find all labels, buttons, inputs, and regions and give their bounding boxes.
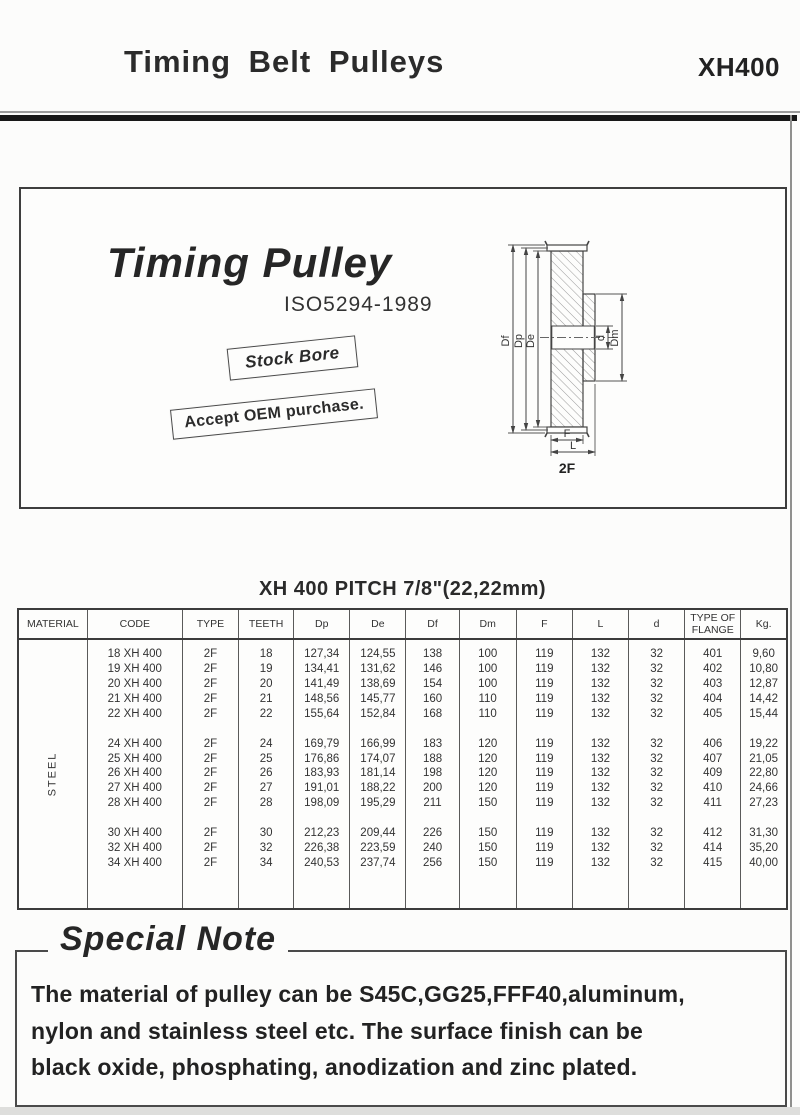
cell: 25 XH 400 (87, 751, 182, 766)
col-dm: Dm (459, 609, 516, 639)
cell (350, 721, 406, 736)
cell (741, 721, 787, 736)
cell: 119 (516, 691, 572, 706)
cell: 21,05 (741, 751, 787, 766)
table-row (18, 856, 787, 871)
cell: 132 (572, 796, 628, 811)
cell (239, 871, 294, 909)
cell: 409 (685, 766, 741, 781)
cell: 15,44 (741, 706, 787, 721)
intro-standard: ISO5294-1989 (284, 293, 433, 316)
cell: 146 (406, 661, 459, 676)
cell: 28 XH 400 (87, 796, 182, 811)
cell: 2F (182, 661, 238, 676)
table-row (18, 751, 787, 766)
flange-top (547, 245, 587, 251)
cell: 32 (629, 841, 685, 856)
cell: 32 (629, 781, 685, 796)
table-row (18, 796, 787, 811)
cell (741, 871, 787, 909)
cell (350, 871, 406, 909)
cell: 223,59 (350, 841, 406, 856)
cell: 119 (516, 706, 572, 721)
cell: 119 (516, 826, 572, 841)
cell: 110 (459, 706, 516, 721)
cell: 120 (459, 781, 516, 796)
page-title: Timing Belt Pulleys (124, 44, 445, 79)
cell: 18 (239, 646, 294, 661)
cell: 138 (406, 646, 459, 661)
pulley-diagram (490, 191, 650, 491)
note-line-1: The material of pulley can be S45C,GG25,FFF40,aluminum, (31, 981, 685, 1007)
cell (629, 639, 685, 646)
cell: 119 (516, 856, 572, 871)
table-row (18, 766, 787, 781)
cell (516, 811, 572, 826)
cell: 119 (516, 841, 572, 856)
cell: 132 (572, 736, 628, 751)
cell (182, 811, 238, 826)
special-note-box (15, 950, 787, 1107)
oem-badge: Accept OEM purchase. (170, 388, 378, 439)
cell: 10,80 (741, 661, 787, 676)
dim-label-dm: Dm (609, 329, 621, 347)
cell (87, 871, 182, 909)
cell (182, 721, 238, 736)
col-dp: Dp (294, 609, 350, 639)
cell (406, 721, 459, 736)
col-f: F (516, 609, 572, 639)
table-header-row (18, 609, 787, 639)
col-flange: TYPE OF FLANGE (685, 609, 741, 639)
page-edge-bottom (0, 1107, 800, 1115)
cell (572, 721, 628, 736)
table-row (18, 661, 787, 676)
cell: 191,01 (294, 781, 350, 796)
cell: 405 (685, 706, 741, 721)
cell: 168 (406, 706, 459, 721)
cell: 132 (572, 826, 628, 841)
spacer-row (18, 811, 787, 826)
cell: 31,30 (741, 826, 787, 841)
cell (459, 871, 516, 909)
cell (350, 811, 406, 826)
intro-title: Timing Pulley (107, 239, 393, 286)
cell (516, 639, 572, 646)
cell: 256 (406, 856, 459, 871)
cell: 209,44 (350, 826, 406, 841)
cell: 2F (182, 826, 238, 841)
cell: 412 (685, 826, 741, 841)
cell: 414 (685, 841, 741, 856)
stock-bore-badge: Stock Bore (227, 335, 358, 380)
cell: 188,22 (350, 781, 406, 796)
cell: 119 (516, 751, 572, 766)
note-line-3: black oxide, phosphating, anodization and zinc plated. (31, 1054, 638, 1080)
cell: 27 (239, 781, 294, 796)
cell (239, 721, 294, 736)
cell: 14,42 (741, 691, 787, 706)
cell: 150 (459, 856, 516, 871)
cell: 25 (239, 751, 294, 766)
cell: 141,49 (294, 676, 350, 691)
cell: 138,69 (350, 676, 406, 691)
cell (239, 811, 294, 826)
cell: 110 (459, 691, 516, 706)
cell (741, 811, 787, 826)
table-row (18, 736, 787, 751)
spec-table (17, 608, 788, 910)
cell: 132 (572, 781, 628, 796)
cell (459, 811, 516, 826)
cell: 100 (459, 676, 516, 691)
cell: 132 (572, 646, 628, 661)
special-note-text (31, 976, 771, 1086)
filler-row (18, 871, 787, 909)
table-title: XH 400 PITCH 7/8"(22,22mm) (258, 578, 547, 600)
cell: 32 (629, 751, 685, 766)
col-material: MATERIAL (18, 609, 87, 639)
col-d: d (629, 609, 685, 639)
cell: 240,53 (294, 856, 350, 871)
col-de: De (350, 609, 406, 639)
cell: 20 XH 400 (87, 676, 182, 691)
cell: 119 (516, 796, 572, 811)
header-rule-thick (0, 115, 797, 121)
cell: 132 (572, 766, 628, 781)
cell: 166,99 (350, 736, 406, 751)
cell: 12,87 (741, 676, 787, 691)
cell (629, 811, 685, 826)
cell: 2F (182, 691, 238, 706)
cell: 35,20 (741, 841, 787, 856)
cell: 2F (182, 751, 238, 766)
cell (459, 639, 516, 646)
table-row (18, 781, 787, 796)
cell: 34 XH 400 (87, 856, 182, 871)
cell: 120 (459, 736, 516, 751)
cell: 100 (459, 646, 516, 661)
cell (294, 721, 350, 736)
cell: 226 (406, 826, 459, 841)
cell: 411 (685, 796, 741, 811)
cell (459, 721, 516, 736)
cell: 169,79 (294, 736, 350, 751)
cell: 237,74 (350, 856, 406, 871)
table-row (18, 826, 787, 841)
cell: 155,64 (294, 706, 350, 721)
dim-label-f: F (563, 428, 571, 440)
cell (629, 721, 685, 736)
cell: 100 (459, 661, 516, 676)
cell: 132 (572, 691, 628, 706)
cell: 132 (572, 751, 628, 766)
table-row (18, 676, 787, 691)
table-row (18, 706, 787, 721)
cell: 415 (685, 856, 741, 871)
cell (294, 871, 350, 909)
table-body (18, 639, 787, 909)
table-row (18, 691, 787, 706)
cell: 20 (239, 676, 294, 691)
cell: 22,80 (741, 766, 787, 781)
dim-label-d: d (595, 334, 607, 342)
cell: 160 (406, 691, 459, 706)
header-rule-thin (0, 111, 800, 113)
cell (685, 639, 741, 646)
cell: 403 (685, 676, 741, 691)
cell: 21 XH 400 (87, 691, 182, 706)
cell: 30 (239, 826, 294, 841)
cell (516, 721, 572, 736)
cell: 21 (239, 691, 294, 706)
col-df: Df (406, 609, 459, 639)
cell: 402 (685, 661, 741, 676)
intro-box (19, 187, 787, 509)
cell: 32 (629, 766, 685, 781)
cell (294, 639, 350, 646)
cell: 32 (629, 676, 685, 691)
cell: 131,62 (350, 661, 406, 676)
cell: 406 (685, 736, 741, 751)
cell: 19 XH 400 (87, 661, 182, 676)
cell: 40,00 (741, 856, 787, 871)
table-row (18, 646, 787, 661)
cell (87, 639, 182, 646)
table-row (18, 841, 787, 856)
cell: 24 (239, 736, 294, 751)
cell: 183,93 (294, 766, 350, 781)
cell: 34 (239, 856, 294, 871)
dim-label-dp: Dp (513, 333, 525, 349)
cell: 2F (182, 841, 238, 856)
cell: 27 XH 400 (87, 781, 182, 796)
page-edge-right (790, 115, 792, 1115)
cell (182, 639, 238, 646)
diagram-caption: 2F (558, 460, 576, 476)
cell: 404 (685, 691, 741, 706)
cell: 2F (182, 676, 238, 691)
cell (406, 871, 459, 909)
cell: 18 XH 400 (87, 646, 182, 661)
cell: 22 (239, 706, 294, 721)
cell: 174,07 (350, 751, 406, 766)
cell: 152,84 (350, 706, 406, 721)
model-code: XH400 (698, 52, 780, 82)
cell: 32 (629, 796, 685, 811)
cell: 120 (459, 751, 516, 766)
cell (406, 639, 459, 646)
cell: 24 XH 400 (87, 736, 182, 751)
cell: 32 (629, 691, 685, 706)
cell: 32 (629, 736, 685, 751)
cell: 154 (406, 676, 459, 691)
col-teeth: TEETH (239, 609, 294, 639)
cell: 132 (572, 676, 628, 691)
cell (572, 639, 628, 646)
cell: 148,56 (294, 691, 350, 706)
cell: 22 XH 400 (87, 706, 182, 721)
cell: 28 (239, 796, 294, 811)
cell: 226,38 (294, 841, 350, 856)
cell: 120 (459, 766, 516, 781)
cell: 132 (572, 856, 628, 871)
cell: 198,09 (294, 796, 350, 811)
cell: 132 (572, 706, 628, 721)
cell (516, 871, 572, 909)
cell: 119 (516, 781, 572, 796)
cell: 132 (572, 841, 628, 856)
cell: 150 (459, 826, 516, 841)
cell: 410 (685, 781, 741, 796)
cell (87, 811, 182, 826)
cell: 198 (406, 766, 459, 781)
dim-label-l: L (569, 440, 577, 452)
cell: 211 (406, 796, 459, 811)
cell: 32 (629, 826, 685, 841)
cell (182, 871, 238, 909)
cell: 2F (182, 706, 238, 721)
note-line-2: nylon and stainless steel etc. The surface finish can be (31, 1017, 643, 1044)
cell: 119 (516, 646, 572, 661)
cell: 150 (459, 841, 516, 856)
cell: 2F (182, 736, 238, 751)
cell: 32 (629, 856, 685, 871)
cell: 24,66 (741, 781, 787, 796)
cell: 119 (516, 661, 572, 676)
cell (239, 639, 294, 646)
cell (350, 639, 406, 646)
cell: 181,14 (350, 766, 406, 781)
col-type: TYPE (182, 609, 238, 639)
cell: 124,55 (350, 646, 406, 661)
cell (294, 811, 350, 826)
cell: 27,23 (741, 796, 787, 811)
cell: 2F (182, 781, 238, 796)
cell: 119 (516, 766, 572, 781)
cell: 200 (406, 781, 459, 796)
cell (629, 871, 685, 909)
material-cell (18, 639, 87, 909)
cell: 195,29 (350, 796, 406, 811)
cell: 26 XH 400 (87, 766, 182, 781)
cell: 19,22 (741, 736, 787, 751)
dim-label-df: Df (500, 335, 512, 347)
cell: 134,41 (294, 661, 350, 676)
cell: 150 (459, 796, 516, 811)
cell (685, 721, 741, 736)
cell: 32 XH 400 (87, 841, 182, 856)
cell: 132 (572, 661, 628, 676)
cell: 119 (516, 736, 572, 751)
cell: 127,34 (294, 646, 350, 661)
dim-label-de: De (525, 333, 537, 349)
cell (572, 811, 628, 826)
cell: 176,86 (294, 751, 350, 766)
cell (741, 639, 787, 646)
cell: 2F (182, 646, 238, 661)
cell: 32 (629, 706, 685, 721)
cell: 32 (239, 841, 294, 856)
cell (406, 811, 459, 826)
cell: 32 (629, 661, 685, 676)
cell: 32 (629, 646, 685, 661)
pad-row (18, 639, 787, 646)
cell: 19 (239, 661, 294, 676)
material-label: STEEL (46, 751, 59, 797)
col-code: CODE (87, 609, 182, 639)
cell: 2F (182, 796, 238, 811)
cell: 30 XH 400 (87, 826, 182, 841)
col-l: L (572, 609, 628, 639)
cell: 119 (516, 676, 572, 691)
spacer-row (18, 721, 787, 736)
special-note-title: Special Note (48, 920, 288, 959)
col-kg: Kg. (741, 609, 787, 639)
cell: 407 (685, 751, 741, 766)
cell (87, 721, 182, 736)
cell: 212,23 (294, 826, 350, 841)
cell: 183 (406, 736, 459, 751)
cell (685, 871, 741, 909)
cell (685, 811, 741, 826)
cell: 2F (182, 856, 238, 871)
cell: 26 (239, 766, 294, 781)
cell: 9,60 (741, 646, 787, 661)
cell: 240 (406, 841, 459, 856)
cell: 188 (406, 751, 459, 766)
cell: 2F (182, 766, 238, 781)
cell: 145,77 (350, 691, 406, 706)
cell: 401 (685, 646, 741, 661)
cell (572, 871, 628, 909)
